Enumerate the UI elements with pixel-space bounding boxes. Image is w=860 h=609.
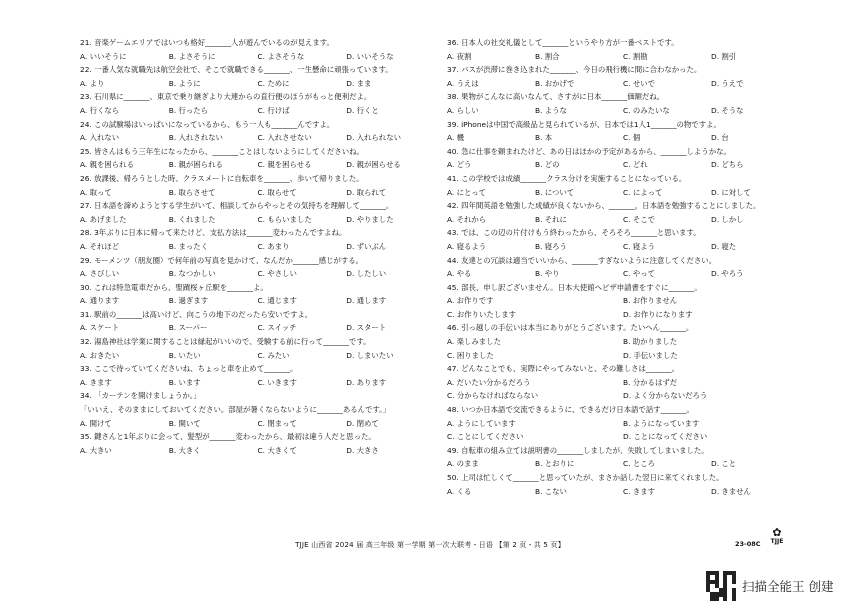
answer-option: B. とおりに [535,459,575,469]
answer-options [447,335,799,349]
answer-option: C. 大きくて [257,445,297,455]
question-text: 28. 3年ぶりに日本に帰って来たけど、支払方法は_______変わったんですよね。 [80,228,347,238]
answer-options [447,457,799,471]
question-text: 25. 皆さんはもう三年生になったから、_______ことはしないようにしてくださいね。 [80,146,364,156]
answer-option: B. 分かるはずだ [623,377,678,387]
answer-option: B. 開いて [168,418,201,428]
answer-option: D. よく分からないだろう [623,391,708,401]
answer-option: D. やりました [346,214,394,224]
answer-option: B. それに [535,214,567,224]
question-text: 30. これは特急電車だから、聖蹟桜ヶ丘駅を_______よ。 [80,282,268,292]
answer-options [447,240,799,254]
answer-option: A. お作りです [447,296,494,306]
answer-option: D. あります [346,377,387,387]
answer-option: B. スーパー [168,323,208,333]
question-text: 40. 急に仕事を頼まれたけど、あの日はほかの予定があるから、_______しようかな。 [447,146,731,156]
answer-options [447,430,799,444]
answer-option: C. やさしい [257,269,297,279]
answer-options [80,294,435,308]
question-text: 31. 駅前の_______は高いけど、向こうの地下のだったら安いですよ。 [80,309,313,319]
answer-option: A. あげました [80,214,127,224]
answer-option: D. そうな [711,105,744,115]
answer-option: A. ようにしています [447,418,516,428]
question-text: 36. 日本人の社交礼儀として_______というやり方が一番ベストです。 [447,38,679,47]
answer-option: A. きます [80,377,112,387]
answer-options [80,240,435,254]
answer-option: B. 本 [535,133,553,143]
answer-option: D. こと [711,459,737,469]
question-text: 43. では、この辺の片付けもう終わったから、そろそろ_______と思います。 [447,228,701,238]
answer-options [80,50,435,64]
answer-option: B. 行ったら [168,105,209,115]
answer-option: C. ところ [623,459,656,469]
answer-option: A. それほど [80,241,120,251]
answer-option: A. 寝るよう [447,241,487,251]
answer-option: B. いたい [168,350,201,360]
answer-options [80,104,435,118]
answer-option: C. そこで [623,214,656,224]
answer-option: A. 開けて [80,418,112,428]
answer-options [447,77,799,91]
answer-option: A. 入れない [80,133,120,143]
answer-option: B. どの [535,160,560,170]
answer-option: A. のまま [447,459,479,469]
answer-option: A. 楽しみました [447,337,501,347]
answer-options [447,50,799,64]
answer-option: B. やり [535,269,560,279]
answer-option: D. まま [346,78,372,88]
answer-option: B. こない [535,486,567,496]
answer-option: A. スケート [80,323,120,333]
question-text: 27. 日本語を諦めようとする学生がいて、相談してからやっとその気持ちを理解して_______。 [80,201,394,211]
answer-option: B. まったく [168,241,209,251]
qr-code-icon [706,571,736,601]
answer-option: D. どちら [711,160,744,170]
answer-option: C. どれ [623,160,648,170]
answer-option: C. スイッチ [257,323,297,333]
answer-options [447,267,799,281]
answer-option: D. 取られて [346,187,387,197]
answer-option: B. くれました [168,214,216,224]
answer-option: C. によって [623,187,663,197]
answer-option: C. 通じます [257,296,297,306]
answer-options [447,294,799,308]
question-text: 48. いつか日本語で交流できるように、できるだけ日本語で話す_______。 [447,405,694,415]
answer-option: B. おかげで [535,78,575,88]
answer-option: A. 大きい [80,445,112,455]
answer-option: B. います [168,377,201,387]
answer-option: B. ようになっています [623,418,700,428]
answer-option: D. しかし [711,214,744,224]
answer-option: C. 個 [623,133,641,143]
answer-option: B. 取らさせて [168,187,216,197]
question-text: 21. 音楽ゲームエリアではいつも格好_______人が遊んでいるのが見えます。 [80,38,334,47]
answer-option: D. に対して [711,187,751,197]
question-text: 24. この試験場はいっぱいになっているから、もう一人も_______んですよ。 [80,119,335,129]
answer-option: C. お作りいたします [447,309,516,319]
flower-icon: ✿ [772,526,782,539]
answer-option: A. どう [447,160,472,170]
answer-option: D. 親が困らせる [346,160,401,170]
answer-option: B. 割合 [535,51,560,61]
answer-option: A. いいそうに [80,51,127,61]
question-text: 39. iPhoneは中国で高級品と見られているが、日本では1人1_______の物ですよ。 [447,119,721,129]
answer-option: A. 通ります [80,296,120,306]
question-text: 「いいえ、そのままにしておいてください。部屋が暑くならないように_______あるんです。」 [80,405,391,415]
answer-option: A. さびしい [80,269,120,279]
answer-option: A. 親を困られる [80,160,134,170]
scanner-watermark [706,571,833,601]
question-text: 37. バスが渋滞に巻き込まれた_______、今日の飛行機に間に合わなかった。 [447,65,702,75]
question-text: 29. モーメンツ（朋友圈）で何年前の写真を見かけて、なんだか_______感じがする。 [80,255,364,265]
answer-option: C. 困りました [447,350,494,360]
answer-option: D. 割引 [711,51,737,61]
answer-option: C. きます [623,486,656,496]
question-text: 44. 友達との冗談は適当でいいから、_______すぎないように注意してください。 [447,255,717,265]
answer-option: A. 行くなら [80,105,120,115]
answer-option: C. 割勘 [623,51,648,61]
question-text: 26. 放課後、帰ろうとした時、クラスメートに自転車を_______、歩いて帰りました。 [80,173,364,183]
question-text: 33. ここで待っていてくださいね、ちょっと車を止めて_______。 [80,364,298,374]
answer-option: D. 行くと [346,105,379,115]
answer-options [80,186,435,200]
answer-options [80,321,435,335]
answer-option: A. だいたい分かるだろう [447,377,531,387]
answer-option: C. よさそうな [257,51,305,61]
answer-option: B. 入れされない [168,133,223,143]
answer-option: C. 行けば [257,105,290,115]
answer-option: C. 取らせて [257,187,297,197]
answer-options [447,485,799,499]
question-text: 32. 湯島神社は学業に関することは縁起がいいので、受験する前に行って_______です。 [80,337,371,347]
answer-options [80,131,435,145]
answer-options [80,77,435,91]
question-text: 38. 果物がこんなに高いなんて、さすがに日本_______価額だね。 [447,92,665,102]
answer-option: B. ように [168,78,201,88]
answer-option: C. 閉まって [257,418,297,428]
answer-option: D. しまいたい [346,350,394,360]
answer-options [80,376,435,390]
question-text: 45. 部長、申し訳ございません。日本大使館へビザ申請書をすぐに_______。 [447,282,702,292]
question-text: 23. 石川県に_______、東京で乗り継ぎより大連からの直行便のほうがもっと便利だよ。 [80,92,372,102]
answer-option: B. 助かりました [623,337,678,347]
answer-option: D. スタート [346,323,387,333]
answer-option: B. 親が困られる [168,160,223,170]
answer-option: A. それから [447,214,487,224]
answer-options [80,444,435,458]
answer-option: A. より [80,78,105,88]
answer-option: C. 親を困らせる [257,160,312,170]
answer-option: D. 大きさ [346,445,379,455]
question-text: 47. どんなことでも、実際にやってみないと、その難しさは_______。 [447,364,680,374]
answer-options [447,376,799,390]
answer-options [80,349,435,363]
answer-option: C. 入れさせない [257,133,312,143]
answer-option: C. やって [623,269,656,279]
question-text: 35. 鍵さんと1年ぶりに会って、髪型が_______変わったから、最初は違う人だと思った。 [80,432,376,442]
answer-option: C. のみたいな [623,105,670,115]
question-text: 34. 「カーテンを開けましょうか。」 [80,391,201,401]
answer-option: D. 寝た [711,241,737,251]
answer-option: C. もらいました [257,214,312,224]
answer-options [447,349,799,363]
scanner-watermark-text: 扫描全能王 创建 [742,579,834,594]
answer-options [447,308,799,322]
answer-options [447,186,799,200]
answer-option: B. ような [535,105,567,115]
answer-options [80,213,435,227]
answer-option: B. について [535,187,575,197]
exam-code: 23-08C [735,540,761,548]
answer-option: A. らしい [447,105,479,115]
publisher-logo [766,527,788,545]
answer-option: D. 台 [711,133,729,143]
answer-options [447,417,799,431]
answer-option: B. 大きく [168,445,201,455]
answer-option: B. お作りません [623,296,678,306]
answer-option: C. あまり [257,241,290,251]
answer-option: D. うえで [711,78,744,88]
answer-option: D. きません [711,486,751,496]
answer-option: C. ことにしてください [447,432,524,442]
answer-option: B. 寝ろう [535,241,567,251]
answer-options [447,213,799,227]
answer-option: A. 取って [80,187,112,197]
answer-option: D. ことになってください [623,432,708,442]
right-column [447,36,799,498]
page-footer: TJJE 山西省 2024 届 高三年级 第一学期 第一次大联考・日语 【第 2 页・共 5 页】 [295,541,565,549]
question-text: 50. 上司は忙しくて_______と思っていたが、まさか話した翌日に来てくれました。 [447,473,724,482]
question-text: 22. 一番人気な就職先は航空会社で、そこで就職できる_______、一生懸命に頑張っています。 [80,65,393,75]
question-text: 46. 引っ越しの手伝いは本当にありがとうございます。たいへん_______。 [447,323,694,333]
answer-options [447,389,799,403]
answer-option: D. 入れられない [346,133,401,143]
answer-options [80,417,435,431]
answer-option: B. 過ぎます [168,296,209,306]
answer-option: D. いいそうな [346,51,394,61]
answer-option: C. いきます [257,377,297,387]
answer-option: D. 手伝いました [623,350,678,360]
answer-option: C. 寝よう [623,241,656,251]
answer-option: A. やる [447,269,472,279]
answer-options [447,104,799,118]
answer-option: D. お作りになります [623,309,693,319]
answer-option: A. くる [447,486,472,496]
answer-option: A. 機 [447,133,465,143]
question-text: 41. この学校では成績_______クラス分けを実施することになっている。 [447,173,687,183]
answer-option: D. したしい [346,269,387,279]
answer-option: D. やろう [711,269,744,279]
answer-option: B. よさそうに [168,51,216,61]
answer-options [80,267,435,281]
left-column [80,36,435,457]
answer-option: C. みたい [257,350,290,360]
answer-option: C. ために [257,78,290,88]
answer-option: D. ずいぶん [346,241,387,251]
answer-option: A. にとって [447,187,487,197]
answer-option: A. おきたい [80,350,120,360]
answer-options [447,131,799,145]
answer-options [447,158,799,172]
answer-option: A. 夜割 [447,51,472,61]
answer-option: C. せいで [623,78,656,88]
answer-option: D. 閉めて [346,418,379,428]
answer-option: A. うえは [447,78,479,88]
question-text: 49. 自転車の組み立ては説明書の_______しましたが、失敗してしまいました。 [447,445,709,455]
answer-option: D. 通します [346,296,387,306]
answer-option: B. なつかしい [168,269,216,279]
logo-text: TJJE [770,538,784,545]
question-text: 42. 四年間英語を勉強した成績が良くないから、_______，日本語を勉強することにしました。 [447,201,761,211]
answer-options [80,158,435,172]
answer-option: C. 分からなければならない [447,391,539,401]
